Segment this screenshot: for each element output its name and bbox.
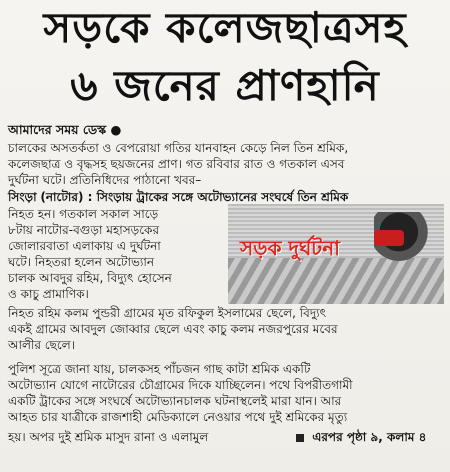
headline-line-1: সড়কে কলেজছাত্রসহ	[43, 3, 407, 52]
accident-photo	[228, 204, 444, 304]
body-line: পুলিশ সূত্রে জানা যায়, চালকসহ পাঁচজন গাছ কাটা শ্রমিক একটি	[8, 362, 311, 376]
body-line: ঘটে। নিহতরা হলেন অটোভ্যান	[8, 255, 155, 269]
body-line: ও কাচু প্রামাণিক।	[8, 287, 89, 301]
body-line: দুর্ঘটনা ঘটে। প্রতিনিধিদের পাঠানো খবর–	[8, 173, 202, 187]
source-text: আমাদের সময় ডেস্ক	[8, 122, 107, 137]
cut-off-next-headline	[0, 456, 450, 472]
continuation-note	[296, 429, 426, 449]
page-ref-text: এরপর পৃষ্ঠা ৯, কলাম ৪	[312, 430, 427, 444]
body-line-dateline	[8, 189, 348, 205]
body-line: অটোভ্যান যোগে নাটোরের চৌগ্রামের দিকে যাচ্ছিলেন। পথে বিপরীতগামী	[8, 378, 353, 392]
body-line: চালক আবদুর রহিম, বিদ্যুৎ হোসেন	[8, 271, 172, 285]
body-line: হয়। অপর দুই শ্রমিক মাসুদ রানা ও এলামুল	[8, 430, 209, 444]
body-line: কলেজছাত্র ও বৃদ্ধসহ ছয়জনের প্রাণ। গত রবিবার রাত ও গতকাল এসব	[8, 157, 345, 171]
body-line: একটি ট্রাকের সঙ্গে সংঘর্ষে অটোভ্যানচালক ঘটনাস্থলেই মারা যান। আর	[8, 394, 342, 408]
bullet-icon: ●	[110, 122, 122, 137]
photo-caption: সড়ক দুর্ঘটনা	[240, 236, 340, 260]
body-line: ৮টায় নাটোর-বগুড়া মহাসড়কের	[8, 223, 160, 237]
square-bullet-icon	[296, 434, 304, 442]
vehicle-red-image	[374, 230, 404, 246]
body-line: চালকের অসতর্কতা ও বেপরোয়া গতির যানবাহন কেড়ে নিল তিন শ্রমিক,	[8, 141, 349, 155]
body-line: আলীর ছেলে।	[8, 338, 75, 352]
dateline-bold: সিংড়া	[8, 190, 37, 204]
source-label	[8, 122, 121, 142]
body-line: নিহত হন। গতকাল সকাল সাড়ে	[8, 207, 159, 221]
body-line: জোলারবাতা এলাকায় এ দুর্ঘটনা	[8, 239, 161, 253]
dateline-rest: (নাটোর) : সিংড়ায় ট্রাকের সঙ্গে অটোভ্যানের সংঘর্ষে তিন শ্রমিক	[40, 190, 349, 204]
body-line: আহত চার যাত্রীকে রাজশাহী মেডিক্যালে নেওয়ার পথে দুই শ্রমিকের মৃত্যু	[8, 410, 348, 424]
body-line: একই গ্রামের আবদুল জোব্বার ছেলে এবং কাচু কলম নজরপুরের মবের	[8, 322, 338, 336]
headline-line-2: ৬ জনের প্রাণহানি	[70, 61, 380, 110]
body-line: নিহত রহিম কলম পুন্ডরী গ্রামের মৃত রফিকুল ইসলামের ছেলে, বিদ্যুৎ	[8, 306, 327, 320]
